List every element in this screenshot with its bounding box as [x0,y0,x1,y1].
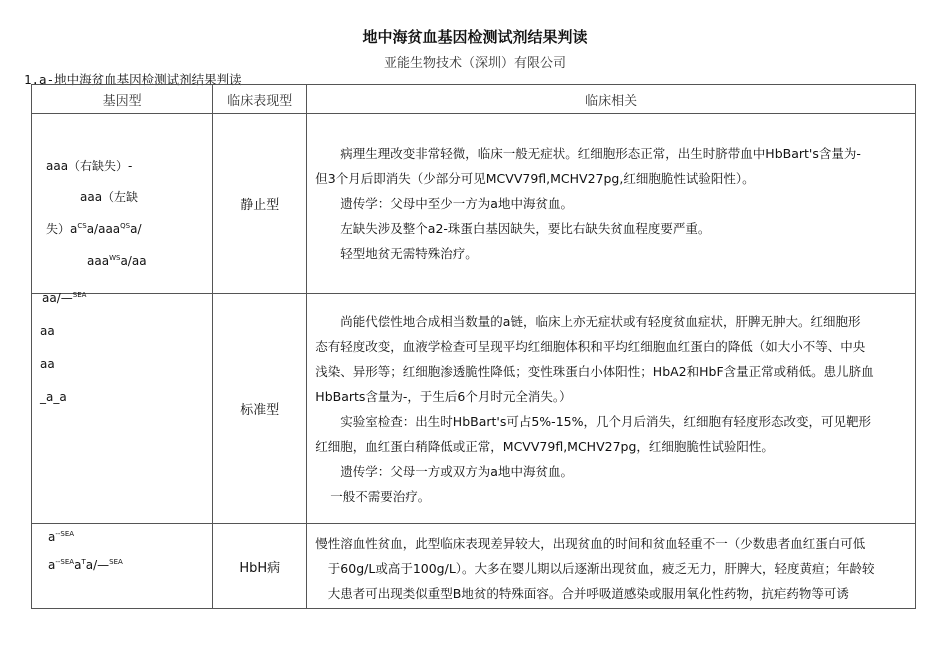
genotype-line: aaa（右缺失）- [46,159,133,173]
genotype-cell [32,524,213,609]
genotype-line: aa [40,324,55,338]
page-title: 地中海贫血基因检测试剂结果判读 [362,28,588,46]
clinical-text: 遗传学：父母中至少一方为a地中海贫血。 [340,196,573,211]
clinical-text: 但3个月后即消失（少部分可见MCVV79fl,MCHV27pg,红细胞脆性试验阳性）。 [315,171,755,186]
clinical-text: 红细胞，血红蛋白稍降低或正常，MCVV79fl,MCHV27pg，红细胞脆性试验阳性。 [315,438,774,454]
clinical-text: 病理生理改变非常轻微，临床一般无症状。红细胞形态正常，出生时脐带血中HbBart's含量为- [340,146,861,161]
genotype-line: aa [40,357,55,371]
clinical-text: 遗传学：父母一方或双方为a地中海贫血。 [340,463,573,479]
table-header-row [32,85,916,114]
company-name: 亚能生物技术（深圳）有限公司 [383,56,566,71]
clinical-text: HbBarts含量为-，于生后6个月时元全消失。） [315,388,572,404]
clinical-text: 一般不需要治疗。 [330,488,431,504]
genotype-line: $a^{--SEA}$ [48,530,75,544]
genotype-line: aa/—$^{SEA}$ [42,291,87,305]
genotype-line: aaa$^{WS}$a/aa [87,254,147,268]
clinical-text: 于60g/L或高于100g/L）。大多在婴儿期以后逐渐出现贫血，疲乏无力，肝脾大，轻度黄疸；年龄较 [327,560,875,576]
clinical-cell [307,114,916,294]
clinical-text: 态有轻度改变，血液学检查可呈现平均红细胞体积和平均红细胞血红蛋白的降低（如大小不等、中央 [315,338,866,354]
clinical-text: 尚能代偿性地合成相当数量的a链，临床上亦无症状或有轻度贫血症状，肝脾无肿大。红细胞形 [340,313,861,329]
genotype-cell [32,114,213,294]
header-clinical: 临床相关 [307,85,916,114]
genotype-line: _a_a [40,390,67,404]
header-phenotype: 临床表现型 [213,85,307,114]
genotype-line: aaa（左缺 [80,190,139,204]
table-row [32,294,916,524]
clinical-text: 浅染、异形等；红细胞渗透脆性降低；变性珠蛋白小体阳性；HbA2和HbF含量正常或稍低。患儿脐血 [315,363,874,379]
clinical-cell [307,524,916,609]
table-row [32,524,916,609]
clinical-text: 左缺失涉及整个a2-珠蛋白基因缺失，要比右缺失贫血程度要严重。 [340,221,711,236]
table-row [32,114,916,294]
clinical-text: 轻型地贫无需特殊治疗。 [340,246,478,261]
clinical-text: 慢性溶血性贫血，此型临床表现差异较大，出现贫血的时间和贫血轻重不一（少数患者血红蛋白可低 [315,535,866,551]
phenotype-cell: 标准型 [213,294,307,524]
genotype-line: $a^{--SEA}a^Ta/—^{SEA}$ [48,558,123,572]
section-heading: 1.a-地中海贫血基因检测试剂结果判读 [24,72,242,87]
header-genotype: 基因型 [32,85,213,114]
phenotype-cell: 静止型 [213,114,307,294]
clinical-text: 大患者可出现类似重型B地贫的特殊面容。合并呼吸道感染或服用氧化性药物，抗疟药物等可诱 [327,585,849,601]
clinical-text: 实验室检查：出生时HbBart's可占5%-15%，几个月后消失，红细胞有轻度形态改变，可见靶形 [340,413,871,429]
genotype-cell [32,291,213,524]
phenotype-cell: HbH病 [213,524,307,609]
result-table [31,84,916,609]
genotype-line: 失）$a^{CS}a/aaa^{QS}a/$ [46,222,142,236]
clinical-cell [307,294,916,524]
